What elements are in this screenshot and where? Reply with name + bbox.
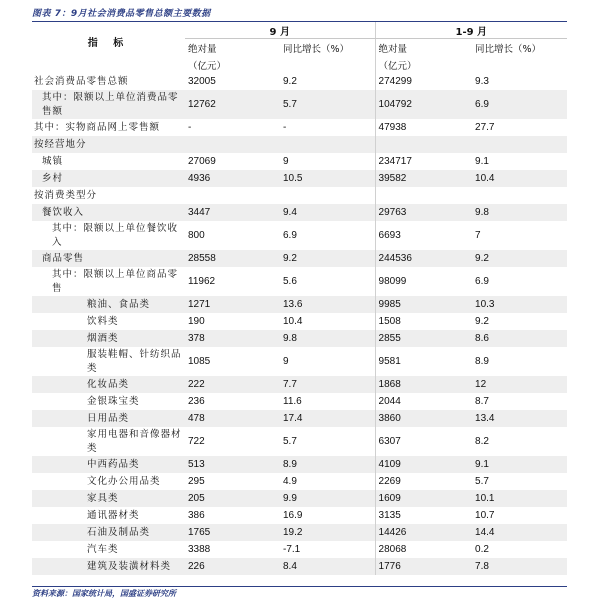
ytd-value: 1508 (375, 313, 472, 330)
ytd-value: 2269 (375, 473, 472, 490)
table-row (32, 153, 567, 170)
sep-yoy: 13.6 (280, 296, 375, 313)
row-label: 家具类 (32, 490, 185, 507)
sep-yoy: 8.4 (280, 558, 375, 575)
ytd-yoy: 10.7 (472, 507, 567, 524)
yoy-header-1: 同比增长（%） (280, 39, 375, 57)
table-row (32, 136, 567, 153)
ytd-yoy: 8.9 (472, 347, 567, 376)
bottom-rule (32, 586, 567, 587)
sep-value: 378 (185, 330, 280, 347)
ytd-value: 9581 (375, 347, 472, 376)
sep-value: 800 (185, 221, 280, 250)
row-label: 乡村 (32, 170, 185, 187)
sep-yoy: 10.5 (280, 170, 375, 187)
table-row (32, 541, 567, 558)
table-row (32, 119, 567, 136)
row-label: 城镇 (32, 153, 185, 170)
sep-value: 4936 (185, 170, 280, 187)
ytd-value: 1609 (375, 490, 472, 507)
ytd-value: 244536 (375, 250, 472, 267)
source-note: 资料来源：国家统计局，国盛证券研究所 (32, 589, 176, 598)
sep-yoy: 10.4 (280, 313, 375, 330)
ytd-yoy (472, 136, 567, 153)
sep-yoy: 9 (280, 347, 375, 376)
period-header-sep: 9 月 (185, 22, 375, 39)
sep-yoy: 16.9 (280, 507, 375, 524)
abs-header-1: 绝对量 (185, 39, 280, 57)
sep-yoy: 19.2 (280, 524, 375, 541)
ytd-value: 47938 (375, 119, 472, 136)
sep-value: 236 (185, 393, 280, 410)
sep-value: 1271 (185, 296, 280, 313)
ytd-value: 1868 (375, 376, 472, 393)
ytd-yoy: 9.2 (472, 313, 567, 330)
row-label: 中西药品类 (32, 456, 185, 473)
ytd-yoy: 9.3 (472, 73, 567, 90)
ytd-value: 3135 (375, 507, 472, 524)
ytd-yoy: 9.8 (472, 204, 567, 221)
sep-value: 1085 (185, 347, 280, 376)
ytd-value: 234717 (375, 153, 472, 170)
sep-yoy: 5.6 (280, 267, 375, 296)
sep-yoy: 7.7 (280, 376, 375, 393)
table-row (32, 296, 567, 313)
unit-header-2: （亿元） (375, 56, 472, 73)
ytd-value: 98099 (375, 267, 472, 296)
row-label: 石油及制品类 (32, 524, 185, 541)
sep-yoy: 9.4 (280, 204, 375, 221)
ytd-yoy: 9.1 (472, 153, 567, 170)
row-label: 粮油、食品类 (32, 296, 185, 313)
ytd-yoy: 8.6 (472, 330, 567, 347)
table-row (32, 170, 567, 187)
row-label: 其中：实物商品网上零售额 (32, 119, 185, 136)
ytd-yoy: 5.7 (472, 473, 567, 490)
ytd-yoy: 10.4 (472, 170, 567, 187)
sep-yoy: 6.9 (280, 221, 375, 250)
header-row-periods (32, 22, 567, 39)
sep-value: 12762 (185, 90, 280, 119)
ytd-yoy: 10.3 (472, 296, 567, 313)
table-row (32, 250, 567, 267)
sep-value: 1765 (185, 524, 280, 541)
row-label: 文化办公用品类 (32, 473, 185, 490)
row-label: 烟酒类 (32, 330, 185, 347)
period-header-jan-sep: 1-9 月 (375, 22, 567, 39)
ytd-value: 6693 (375, 221, 472, 250)
ytd-value: 104792 (375, 90, 472, 119)
sep-value: 226 (185, 558, 280, 575)
yoy-header-2: 同比增长（%） (472, 39, 567, 57)
table-row (32, 204, 567, 221)
table-row (32, 410, 567, 427)
sep-yoy: 9.9 (280, 490, 375, 507)
sep-value: 205 (185, 490, 280, 507)
sep-value: 513 (185, 456, 280, 473)
ytd-value: 39582 (375, 170, 472, 187)
table-row (32, 73, 567, 90)
sep-value (185, 187, 280, 204)
table-row (32, 267, 567, 296)
ytd-yoy: 9.2 (472, 250, 567, 267)
row-label: 服装鞋帽、针纺织品类 (32, 347, 185, 376)
sep-yoy: 5.7 (280, 90, 375, 119)
sep-yoy: -7.1 (280, 541, 375, 558)
ytd-value: 2044 (375, 393, 472, 410)
sep-yoy (280, 187, 375, 204)
ytd-yoy (472, 187, 567, 204)
sep-value: - (185, 119, 280, 136)
ytd-yoy: 9.1 (472, 456, 567, 473)
sep-yoy (280, 136, 375, 153)
table-row (32, 473, 567, 490)
sep-value: 386 (185, 507, 280, 524)
row-label: 化妆品类 (32, 376, 185, 393)
sep-value: 32005 (185, 73, 280, 90)
table-row (32, 187, 567, 204)
ytd-yoy: 7.8 (472, 558, 567, 575)
sep-value: 190 (185, 313, 280, 330)
ytd-yoy: 8.7 (472, 393, 567, 410)
row-label: 其中：限额以上单位商品零售 (32, 267, 185, 296)
ytd-yoy: 13.4 (472, 410, 567, 427)
sep-yoy: 8.9 (280, 456, 375, 473)
row-label: 餐饮收入 (32, 204, 185, 221)
sep-value: 295 (185, 473, 280, 490)
ytd-yoy: 0.2 (472, 541, 567, 558)
ytd-value: 28068 (375, 541, 472, 558)
ytd-value: 1776 (375, 558, 472, 575)
sep-yoy: - (280, 119, 375, 136)
sep-value: 222 (185, 376, 280, 393)
ytd-value (375, 187, 472, 204)
unit-header-1: （亿元） (185, 56, 280, 73)
table-row (32, 90, 567, 119)
sep-yoy: 9.8 (280, 330, 375, 347)
table-row (32, 330, 567, 347)
sep-value: 11962 (185, 267, 280, 296)
table-row (32, 427, 567, 456)
table-row (32, 221, 567, 250)
row-label: 家用电器和音像器材类 (32, 427, 185, 456)
ytd-value (375, 136, 472, 153)
table-body (32, 73, 567, 575)
table-row (32, 490, 567, 507)
row-label: 其中：限额以上单位消费品零售额 (32, 90, 185, 119)
ytd-yoy: 6.9 (472, 90, 567, 119)
table-row (32, 558, 567, 575)
ytd-yoy: 7 (472, 221, 567, 250)
sep-yoy: 17.4 (280, 410, 375, 427)
table-row (32, 313, 567, 330)
row-label: 日用品类 (32, 410, 185, 427)
table-row (32, 376, 567, 393)
row-label: 社会消费品零售总额 (32, 73, 185, 90)
abs-header-2: 绝对量 (375, 39, 472, 57)
ytd-yoy: 10.1 (472, 490, 567, 507)
ytd-yoy: 12 (472, 376, 567, 393)
sep-yoy: 9.2 (280, 73, 375, 90)
ytd-value: 2855 (375, 330, 472, 347)
sep-value: 3388 (185, 541, 280, 558)
row-label: 按经营地分 (32, 136, 185, 153)
sep-yoy: 9.2 (280, 250, 375, 267)
row-label: 其中：限额以上单位餐饮收入 (32, 221, 185, 250)
row-label: 饮料类 (32, 313, 185, 330)
ytd-yoy: 8.2 (472, 427, 567, 456)
row-label: 汽车类 (32, 541, 185, 558)
ytd-value: 6307 (375, 427, 472, 456)
ytd-value: 29763 (375, 204, 472, 221)
sep-value: 3447 (185, 204, 280, 221)
ytd-yoy: 6.9 (472, 267, 567, 296)
row-label: 按消费类型分 (32, 187, 185, 204)
table-row (32, 393, 567, 410)
sep-yoy: 9 (280, 153, 375, 170)
indicator-header: 指 标 (32, 22, 185, 73)
ytd-value: 14426 (375, 524, 472, 541)
table-row (32, 507, 567, 524)
retail-sales-table (32, 22, 567, 575)
ytd-yoy: 27.7 (472, 119, 567, 136)
sep-value: 27069 (185, 153, 280, 170)
row-label: 金银珠宝类 (32, 393, 185, 410)
ytd-value: 4109 (375, 456, 472, 473)
row-label: 建筑及装潢材料类 (32, 558, 185, 575)
sep-value: 478 (185, 410, 280, 427)
ytd-value: 3860 (375, 410, 472, 427)
table-row (32, 524, 567, 541)
sep-value (185, 136, 280, 153)
sep-yoy: 4.9 (280, 473, 375, 490)
ytd-yoy: 14.4 (472, 524, 567, 541)
sep-value: 28558 (185, 250, 280, 267)
ytd-value: 274299 (375, 73, 472, 90)
row-label: 商品零售 (32, 250, 185, 267)
table-row (32, 456, 567, 473)
sep-yoy: 5.7 (280, 427, 375, 456)
sep-value: 722 (185, 427, 280, 456)
ytd-value: 9985 (375, 296, 472, 313)
table-row (32, 347, 567, 376)
table-caption: 图表 7：9月社会消费品零售总额主要数据 (32, 9, 211, 19)
sep-yoy: 11.6 (280, 393, 375, 410)
row-label: 通讯器材类 (32, 507, 185, 524)
